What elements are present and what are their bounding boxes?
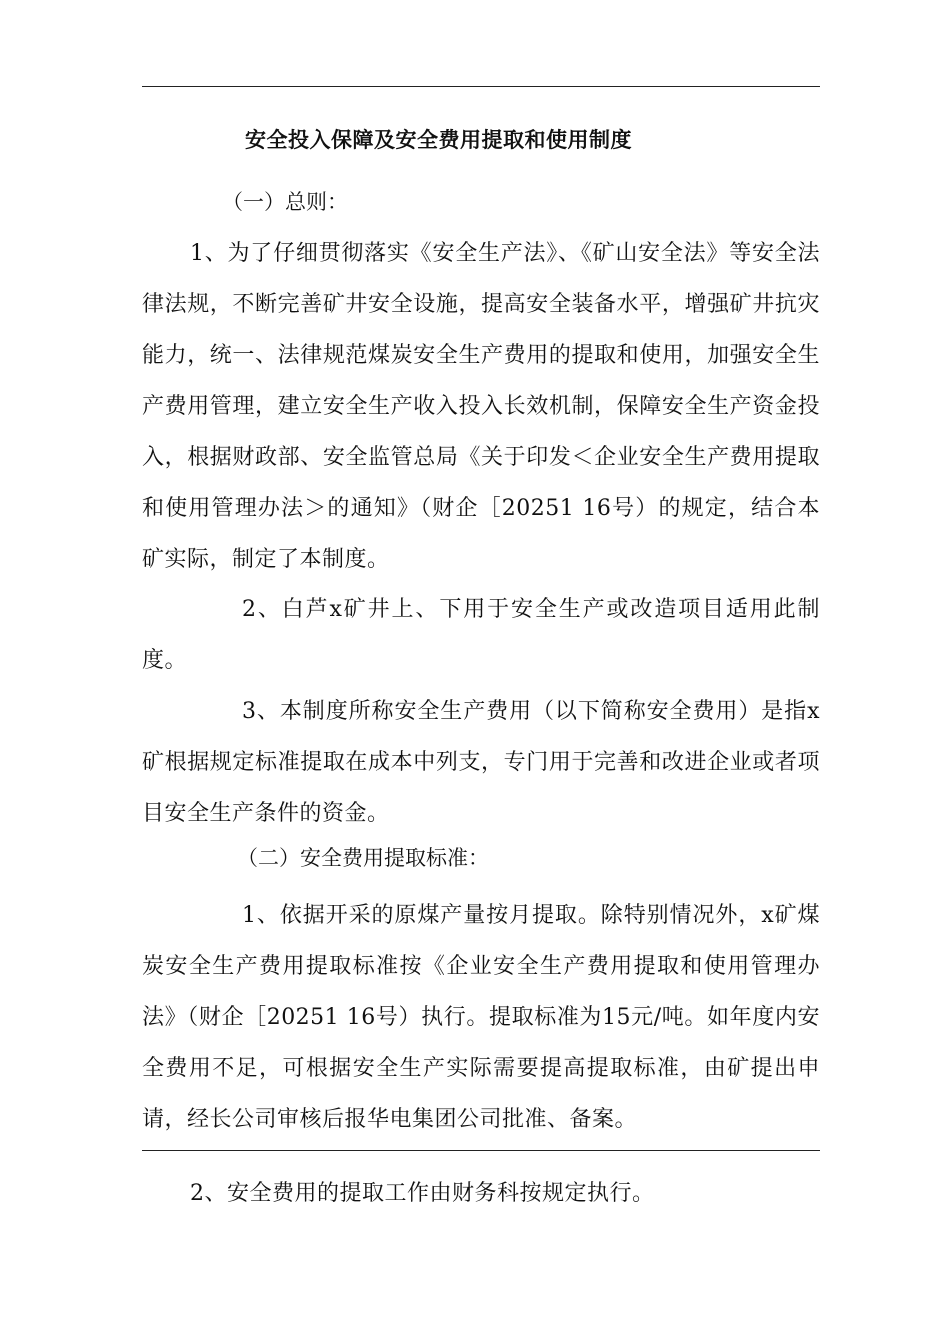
section-heading-general: （一）总则： [222,190,348,214]
paragraph-extraction-duty: 2、安全费用的提取工作由财务科按规定执行。 [190,1181,655,1206]
paragraph-extraction-standard: 1、依据开采的原煤产量按月提取。除特别情况外，x矿煤炭安全生产费用提取标准按《企业安全生产费用提取和使用管理办法》（财企［20251 16号）执行。提取标准为15元/吨。如年度内安全费用不足，可根据安全生产实际需要提高提取标准，由矿提出申请，经长公司审核后报华电集团公司批准、备案。 [142,903,820,1132]
section-heading-standard: （二）安全费用提取标准： [237,846,489,870]
paragraph-purpose: 1、为了仔细贯彻落实《安全生产法》、《矿山安全法》等安全法律法规，不断完善矿井安全设施，提高安全装备水平，增强矿井抗灾能力，统一、法律规范煤炭安全生产费用的提取和使用，加强安全生产费用管理，建立安全生产收入投入长效机制，保障安全生产资金投入，根据财政部、安全监管总局《关于印发＜企业安全生产费用提取和使用管理办法＞的通知》（财企［20251 16号）的规定，结合本矿实际，制定了本制度。 [142,241,820,572]
paragraph-scope: 2、白芦x矿井上、下用于安全生产或改造项目适用此制度。 [142,597,820,673]
page-break-rule [142,1150,820,1151]
paragraph-definition: 3、本制度所称安全生产费用（以下简称安全费用）是指x矿根据规定标准提取在成本中列支，专门用于完善和改进企业或者项目安全生产条件的资金。 [142,699,820,826]
header-rule [142,86,820,87]
document-title: 安全投入保障及安全费用提取和使用制度 [245,127,632,152]
